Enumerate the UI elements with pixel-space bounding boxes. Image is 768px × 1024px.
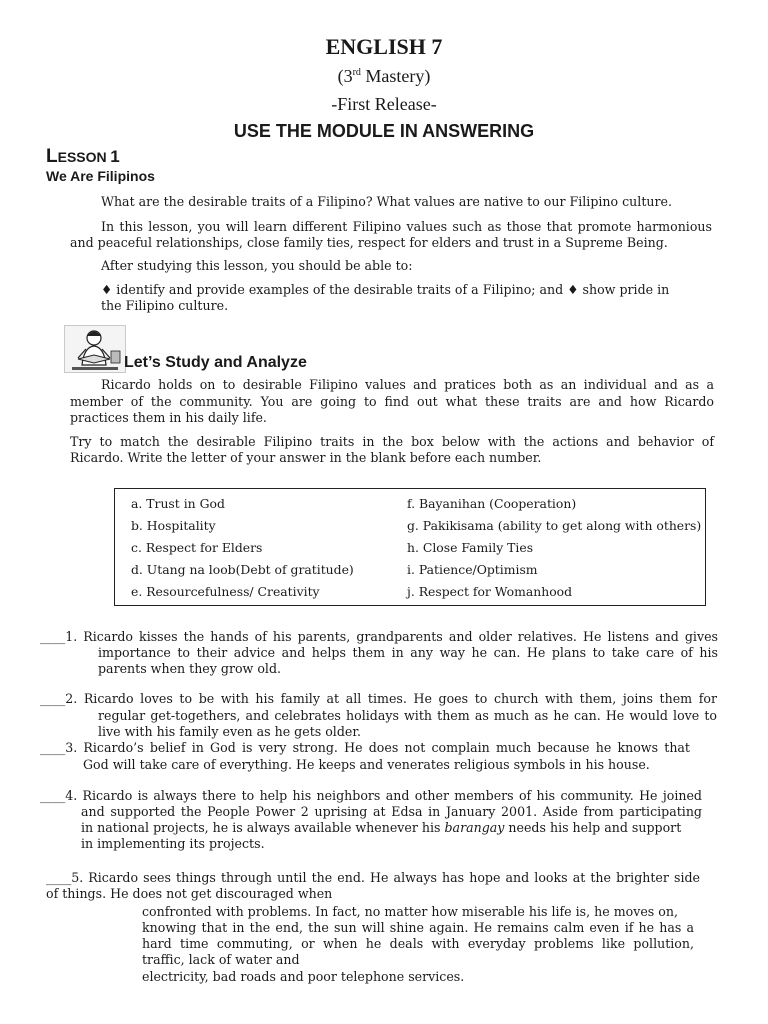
objective-line: the Filipino culture. — [101, 298, 229, 313]
section-paragraph-line: Try to match the desirable Filipino traits in the box below with the actions and behavior of — [70, 434, 714, 449]
trait-option: a. Trust in God — [131, 496, 225, 511]
trait-option: e. Resourcefulness/ Creativity — [131, 584, 320, 599]
question-item-1: ____1. Ricardo kisses the hands of his parents, grandparents and older relatives. He listens and gives — [40, 629, 718, 644]
instruction-heading: USE THE MODULE IN ANSWERING — [233, 121, 535, 141]
mastery-label: (3rd Mastery) — [337, 66, 431, 86]
lesson-title: We Are Filipinos — [46, 168, 155, 184]
question-item-line: live with his family even as he gets older. — [98, 724, 361, 739]
objectives-intro: After studying this lesson, you should be able to: — [101, 258, 413, 273]
question-item-line: electricity, bad roads and poor telephone services. — [142, 969, 465, 984]
question-item-line: and supported the People Power 2 uprising at Edsa in January 2001. Aside from participating — [81, 804, 702, 819]
question-item-line: God will take care of everything. He keeps and venerates religious symbols in his house. — [83, 757, 650, 772]
trait-option: j. Respect for Womanhood — [407, 584, 573, 599]
document-title: ENGLISH 7 — [325, 34, 443, 59]
traits-box — [114, 488, 706, 606]
section-paragraph-line: member of the community. You are going to find out what these traits are and how Ricardo — [70, 394, 714, 409]
question-item-line: regular get-togethers, and celebrates holidays with them as much as he can. He would love to — [98, 708, 717, 723]
release-label: -First Release- — [331, 94, 437, 114]
lesson-label: LESSON 1 — [46, 146, 120, 167]
trait-option: d. Utang na loob(Debt of gratitude) — [131, 562, 354, 577]
question-item-line: in national projects, he is always available whenever his barangay needs his help and support — [81, 820, 682, 835]
intro-paragraph-line: and peaceful relationships, close family ties, respect for elders and trust in a Supreme Being. — [70, 235, 668, 250]
objective-line: ♦ identify and provide examples of the desirable traits of a Filipino; and ♦ show pride in — [101, 282, 670, 297]
question-item-line: knowing that in the end, the sun will shine again. He remains calm even if he has a — [142, 920, 694, 935]
trait-option: g. Pakikisama (ability to get along with others) — [407, 518, 702, 533]
student-reading-illustration — [64, 325, 126, 373]
trait-option: b. Hospitality — [131, 518, 216, 533]
section-heading: Let’s Study and Analyze — [124, 354, 307, 371]
question-item-3: ____3. Ricardo’s belief in God is very strong. He does not complain much because he knows that — [40, 740, 690, 755]
question-item-line: confronted with problems. In fact, no matter how miserable his life is, he moves on, — [142, 904, 678, 919]
section-paragraph-line: Ricardo. Write the letter of your answer in the blank before each number. — [70, 450, 542, 465]
intro-question: What are the desirable traits of a Filipino? What values are native to our Filipino culture. — [101, 194, 672, 209]
question-item-line: parents when they grow old. — [98, 661, 282, 676]
question-item-line: of things. He does not get discouraged when — [46, 886, 333, 901]
trait-option: c. Respect for Elders — [131, 540, 263, 555]
trait-option: f. Bayanihan (Cooperation) — [407, 496, 577, 511]
section-paragraph-line: practices them in his daily life. — [70, 410, 267, 425]
question-item-line: hard time commuting, or when he deals with everyday problems like pollution, — [142, 936, 694, 951]
question-item-5: ____5. Ricardo sees things through until the end. He always has hope and looks at the brighter side — [46, 870, 700, 885]
trait-option: i. Patience/Optimism — [407, 562, 538, 577]
question-item-4: ____4. Ricardo is always there to help his neighbors and other members of his community. He joined — [40, 788, 702, 803]
question-item-line: importance to their advice and helps them in any way he can. He plans to take care of his — [98, 645, 718, 660]
question-item-2: ____2. Ricardo loves to be with his family at all times. He goes to church with them, joins them for — [40, 691, 717, 706]
trait-option: h. Close Family Ties — [407, 540, 534, 555]
section-paragraph-line: Ricardo holds on to desirable Filipino values and pratices both as an individual and as a — [101, 377, 714, 392]
question-item-line: in implementing its projects. — [81, 836, 265, 851]
question-item-line: traffic, lack of water and — [142, 952, 300, 967]
intro-paragraph-line: In this lesson, you will learn different Filipino values such as those that promote harmonious — [101, 219, 712, 234]
